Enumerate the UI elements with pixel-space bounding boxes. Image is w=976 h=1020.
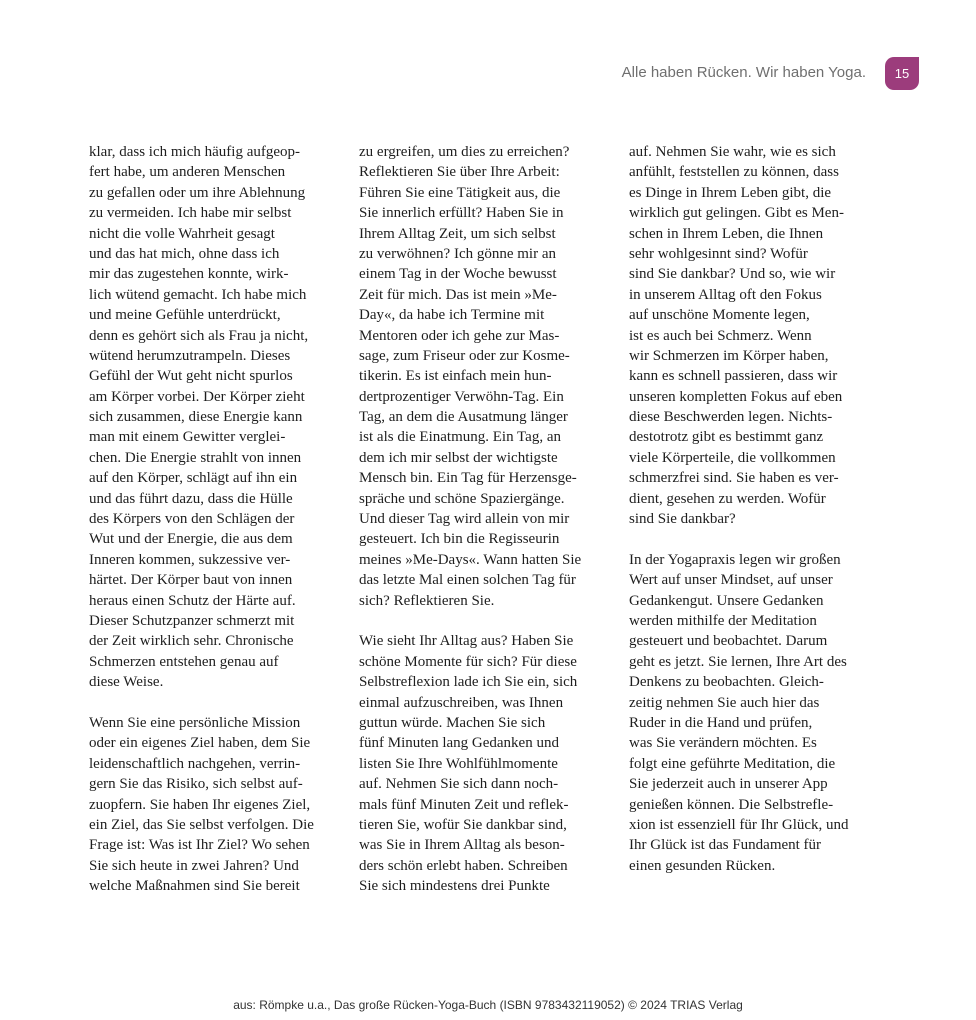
text-line: guttun würde. Machen Sie sich [359, 714, 546, 731]
text-line: leidenschaftlich nachgehen, verrin- [89, 755, 301, 772]
source-footer: aus: Römpke u.a., Das große Rücken-Yoga-Buch (ISBN 9783432119052) © 2024 TRIAS Verlag [233, 998, 743, 1012]
paragraph [89, 713, 339, 897]
text-line: lich wütend gemacht. Ich habe mich [89, 286, 307, 303]
text-line: Sie jederzeit auch in unserer App [629, 776, 828, 793]
text-line: schöne Momente für sich? Für diese [359, 653, 577, 670]
text-line: Mentoren oder ich gehe zur Mas- [359, 327, 560, 344]
text-line: sind Sie dankbar? [629, 511, 736, 528]
text-line: diese Weise. [89, 674, 164, 691]
text-line: Frage ist: Was ist Ihr Ziel? Wo sehen [89, 837, 310, 854]
text-line: geht es jetzt. Sie lernen, Ihre Art des [629, 653, 847, 670]
text-line: und das hat mich, ohne dass ich [89, 245, 280, 262]
text-line: Wert auf unser Mindset, auf unser [629, 572, 833, 589]
text-line: zuopfern. Sie haben Ihr eigenes Ziel, [89, 796, 311, 813]
text-line: zeitig nehmen Sie auch hier das [629, 694, 820, 711]
running-header-title: Alle haben Rücken. Wir haben Yoga. [621, 64, 866, 81]
text-line: listen Sie Ihre Wohlfühlmomente [359, 755, 558, 772]
text-line: Denkens zu beobachten. Gleich- [629, 674, 824, 691]
text-line: denn es gehört sich als Frau ja nicht, [89, 327, 309, 344]
text-line: Mensch bin. Ein Tag für Herzensge- [359, 470, 577, 487]
text-line: einmal aufzuschreiben, was Ihnen [359, 694, 564, 711]
text-line: man mit einem Gewitter verglei- [89, 429, 286, 446]
text-line: Tag, an dem die Ausatmung länger [359, 409, 568, 426]
text-line: der Zeit wirklich sehr. Chronische [89, 633, 294, 650]
text-line: am Körper vorbei. Der Körper zieht [89, 388, 305, 405]
text-line: fünf Minuten lang Gedanken und [359, 735, 559, 752]
text-line: auf. Nehmen Sie sich dann noch- [359, 776, 559, 793]
text-line: sind Sie dankbar? Und so, wie wir [629, 266, 836, 283]
text-line: einen gesunden Rücken. [629, 857, 776, 874]
text-line: auf den Körper, schlägt auf ihn ein [89, 470, 298, 487]
text-column-1 [89, 142, 339, 896]
text-line: ist als die Einatmung. Ein Tag, an [359, 429, 561, 446]
text-line: gern Sie das Risiko, sich selbst auf- [89, 776, 303, 793]
text-line: in unserem Alltag oft den Fokus [629, 286, 822, 303]
text-line: des Körpers von den Schlägen der [89, 511, 295, 528]
text-line: Day«, da habe ich Termine mit [359, 307, 545, 324]
text-line: sehr wohlgesinnt sind? Wofür [629, 245, 808, 262]
text-line: nicht die volle Wahrheit gesagt [89, 225, 275, 242]
page-number-badge: 15 [885, 57, 919, 90]
text-line: In der Yogapraxis legen wir großen [629, 551, 841, 568]
text-line: gesteuert und beobachtet. Darum [629, 633, 828, 650]
text-line: kann es schnell passieren, dass wir [629, 368, 838, 385]
text-line: und meine Gefühle unterdrückt, [89, 307, 281, 324]
text-line: fert habe, um anderen Menschen [89, 164, 286, 181]
text-line: tikerin. Es ist einfach mein hun- [359, 368, 552, 385]
text-line: wirklich gut gelingen. Gibt es Men- [629, 205, 844, 222]
text-line: Inneren kommen, sukzessive ver- [89, 551, 291, 568]
text-line: dem ich mir selbst der wichtigste [359, 449, 558, 466]
text-line: sich zusammen, diese Energie kann [89, 409, 303, 426]
text-line: ist es auch bei Schmerz. Wenn [629, 327, 812, 344]
text-line: Ihrem Alltag Zeit, um sich selbst [359, 225, 556, 242]
text-line: diese Beschwerden legen. Nichts- [629, 409, 833, 426]
text-line: werden mithilfe der Meditation [629, 612, 817, 629]
paragraph [359, 142, 609, 611]
text-line: zu vermeiden. Ich habe mir selbst [89, 205, 292, 222]
text-line: ders schön erlebt haben. Schreiben [359, 857, 568, 874]
paragraph-gap [89, 693, 339, 713]
paragraph [629, 550, 879, 876]
text-line: oder ein eigenes Ziel haben, dem Sie [89, 735, 311, 752]
text-line: anfühlt, feststellen zu können, dass [629, 164, 839, 181]
paragraph-gap [629, 529, 879, 549]
text-line: meines »Me-Days«. Wann hatten Sie [359, 551, 582, 568]
text-line: destotrotz gibt es bestimmt ganz [629, 429, 824, 446]
text-line: dertprozentiger Verwöhn-Tag. Ein [359, 388, 564, 405]
text-line: sich? Reflektieren Sie. [359, 592, 495, 609]
paragraph-gap [359, 611, 609, 631]
paragraph [359, 631, 609, 896]
text-line: gesteuert. Ich bin die Regisseurin [359, 531, 560, 548]
text-line: Gedankengut. Unsere Gedanken [629, 592, 824, 609]
text-column-3 [629, 142, 879, 876]
text-line: Reflektieren Sie über Ihre Arbeit: [359, 164, 560, 181]
text-line: was Sie in Ihrem Alltag als beson- [359, 837, 565, 854]
text-line: auf unschöne Momente legen, [629, 307, 810, 324]
text-line: Führen Sie eine Tätigkeit aus, die [359, 184, 561, 201]
text-line: härtet. Der Körper baut von innen [89, 572, 293, 589]
text-line: chen. Die Energie strahlt von innen [89, 449, 302, 466]
text-line: Wie sieht Ihr Alltag aus? Haben Sie [359, 633, 574, 650]
text-line: heraus einen Schutz der Härte auf. [89, 592, 296, 609]
text-line: zu gefallen oder um ihre Ablehnung [89, 184, 306, 201]
text-line: Ruder in die Hand und prüfen, [629, 714, 813, 731]
text-line: Und dieser Tag wird allein von mir [359, 511, 570, 528]
text-line: xion ist essenziell für Ihr Glück, und [629, 816, 849, 833]
text-line: Selbstreflexion lade ich Sie ein, sich [359, 674, 578, 691]
text-line: folgt eine geführte Meditation, die [629, 755, 836, 772]
text-line: schmerzfrei sind. Sie haben es ver- [629, 470, 839, 487]
text-line: einem Tag in der Woche bewusst [359, 266, 557, 283]
text-line: es Dinge in Ihrem Leben gibt, die [629, 184, 832, 201]
text-column-2 [359, 142, 609, 896]
text-line: mir das zugestehen konnte, wirk- [89, 266, 289, 283]
text-line: Sie sich heute in zwei Jahren? Und [89, 857, 299, 874]
text-line: Dieser Schutzpanzer schmerzt mit [89, 612, 295, 629]
paragraph [89, 142, 339, 693]
text-line: auf. Nehmen Sie wahr, wie es sich [629, 144, 836, 160]
text-line: mals fünf Minuten Zeit und reflek- [359, 796, 569, 813]
text-line: tieren Sie, wofür Sie dankbar sind, [359, 816, 567, 833]
text-line: Schmerzen entstehen genau auf [89, 653, 279, 670]
text-line: Ihr Glück ist das Fundament für [629, 837, 822, 854]
text-line: Wenn Sie eine persönliche Mission [89, 714, 301, 731]
text-line: spräche und schöne Spaziergänge. [359, 490, 565, 507]
text-line: Wut und der Energie, die aus dem [89, 531, 293, 548]
text-line: Sie innerlich erfüllt? Haben Sie in [359, 205, 564, 222]
text-line: unseren kompletten Fokus auf eben [629, 388, 843, 405]
paragraph [629, 142, 879, 529]
text-line: schen in Ihrem Leben, die Ihnen [629, 225, 824, 242]
text-line: Sie sich mindestens drei Punkte [359, 878, 550, 895]
text-line: viele Körperteile, die vollkommen [629, 449, 836, 466]
text-line: zu verwöhnen? Ich gönne mir an [359, 245, 557, 262]
text-line: welche Maßnahmen sind Sie bereit [89, 878, 300, 895]
text-line: dient, gesehen zu werden. Wofür [629, 490, 826, 507]
text-line: wir Schmerzen im Körper haben, [629, 347, 829, 364]
text-line: zu ergreifen, um dies zu erreichen? [359, 144, 570, 160]
text-line: und das führt dazu, dass die Hülle [89, 490, 293, 507]
text-line: ein Ziel, das Sie selbst verfolgen. Die [89, 816, 314, 833]
text-line: genießen können. Die Selbstrefle- [629, 796, 834, 813]
text-line: sage, zum Friseur oder zur Kosme- [359, 347, 570, 364]
text-line: was Sie verändern möchten. Es [629, 735, 817, 752]
text-line: klar, dass ich mich häufig aufgeop- [89, 144, 300, 160]
text-line: das letzte Mal einen solchen Tag für [359, 572, 576, 589]
text-line: wütend herumzutrampeln. Dieses [89, 347, 291, 364]
text-line: Gefühl der Wut geht nicht spurlos [89, 368, 293, 385]
text-line: Zeit für mich. Das ist mein »Me- [359, 286, 557, 303]
